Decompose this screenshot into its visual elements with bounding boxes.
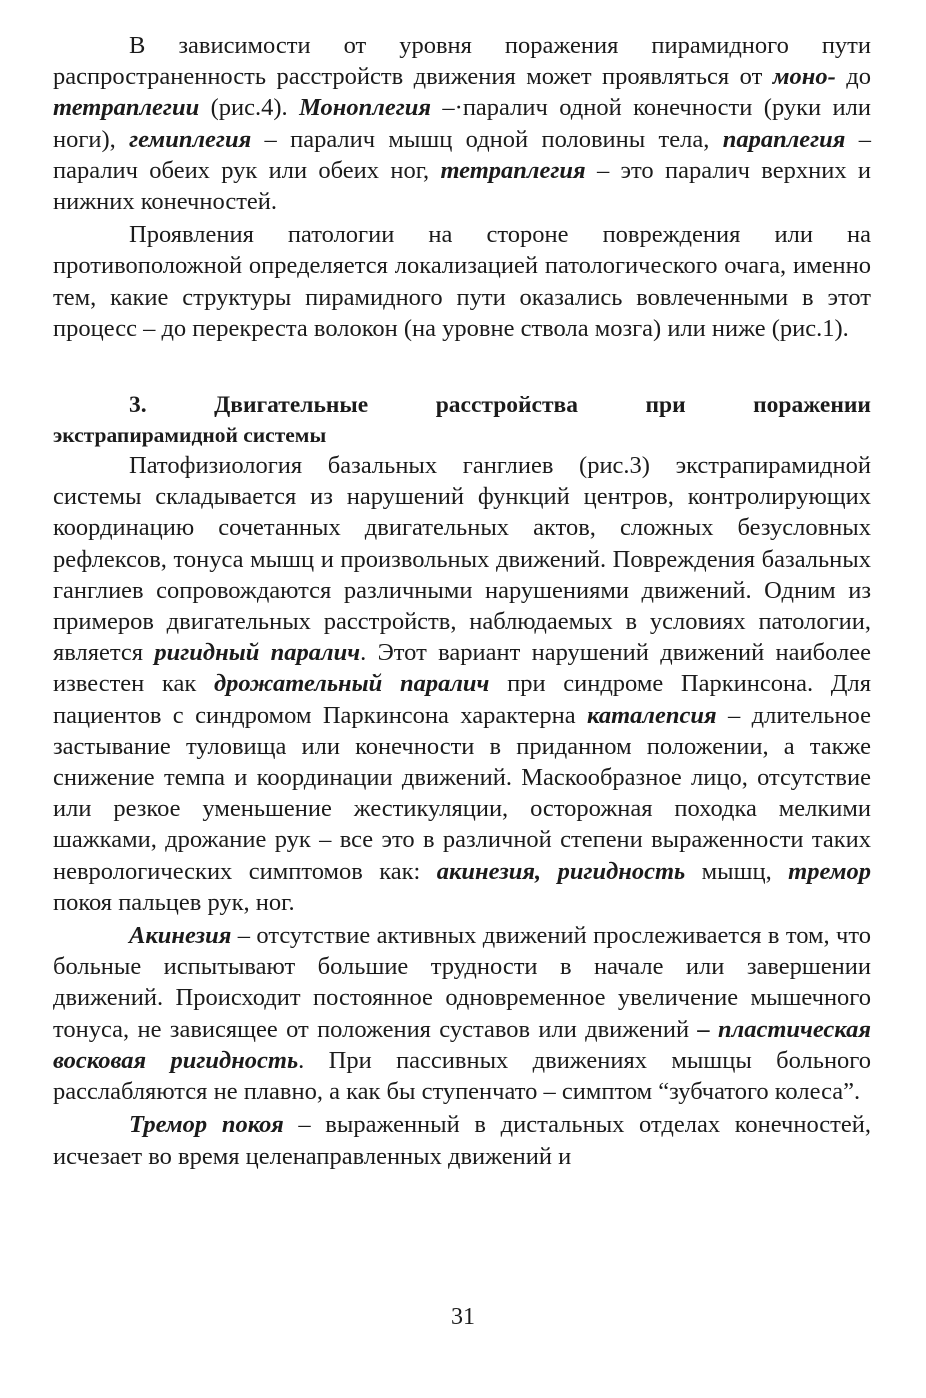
text-segment: –·паралич одной конечности (руки или ноги), xyxy=(53,94,871,153)
text-segment: Патофизиология базальных ганглиев (рис.3) экстрапирамидной системы складывается из нарушений функций центров, контролирующих координацию сочетанных двигательных актов, сложных безусловных рефлексов, тонуса мышц и произвольных движений. Повреждения базальных ганглиев сопровождаются различными нарушениями движений. Одним из примеров двигательных расстройств, наблюдаемых в условиях патологии, является xyxy=(53,452,871,667)
text-segment: . Этот вариант нарушений движений наиболее известен как xyxy=(53,639,871,698)
text-segment: до xyxy=(835,63,871,91)
term-monoplegia: Моноплегия xyxy=(299,94,431,122)
section-heading-line2: экстрапирамидной системы xyxy=(53,423,327,448)
section-heading-line1 xyxy=(53,390,871,420)
text-segment: , xyxy=(535,857,558,885)
text-segment: при синдроме Паркинсона. Для пациентов с синдромом Паркинсона характерна xyxy=(53,670,871,729)
heading-word: расстройства xyxy=(435,392,578,419)
term-hemiplegia: гемиплегия xyxy=(129,125,252,153)
text-segment: покоя пальцев рук, ног. xyxy=(53,888,295,916)
term-tetraplegia: тетраплегии xyxy=(53,94,200,122)
term-akinesia: Акинезия xyxy=(129,922,232,950)
term-rigidity: ригидность xyxy=(557,857,686,885)
text-segment: – это паралич верхних и нижних конечностей. xyxy=(53,156,871,216)
paragraph-basal-ganglia xyxy=(53,450,871,918)
text-segment: –паралич обеих рук или обеих ног, xyxy=(53,125,872,184)
section-number: 3. xyxy=(129,392,147,419)
term-tetraplegia: тетраплегия xyxy=(440,156,586,184)
term-rigid-paralysis: ригидный паралич xyxy=(154,639,361,667)
text-segment: (рис.4). xyxy=(199,94,300,122)
heading-word: поражении xyxy=(753,392,871,419)
text-segment: мышц, xyxy=(685,857,789,885)
term-tremor-paralysis: дрожательный паралич xyxy=(213,670,490,698)
paragraph-pyramidal-paralysis xyxy=(53,30,871,217)
term-tremor: тремор xyxy=(788,857,871,885)
section-heading xyxy=(53,390,871,450)
term-plastic-rigidity: – пластическая восковая ригидность xyxy=(53,1015,871,1074)
text-segment: В зависимости от уровня поражения пирамидного пути распространенность расстройств движения может проявляться от xyxy=(53,32,871,91)
text-segment: – отсутствие активных движений прослеживается в том, что больные испытывают большие трудности в начале или завершении движений. Происходит постоянное одновременное увеличение мышечного тонуса, не зависящее от положения суставов или движений xyxy=(53,922,871,1043)
term-catalepsy: каталепсия xyxy=(587,701,717,729)
paragraph-rest-tremor xyxy=(53,1109,871,1171)
heading-word: при xyxy=(645,392,686,419)
term-mono: моно- xyxy=(772,63,836,91)
heading-word: Двигательные xyxy=(214,392,369,419)
text-segment: – паралич мышц одной половины тела, xyxy=(251,125,723,153)
page-number: 31 xyxy=(451,1304,475,1330)
text-segment: – длительное застывание туловища или конечности в приданном положении, а также снижение темпа и координации движений. Маскообразное лицо, отсутствие или резкое уменьшение жестикуляции, осторожная походка мелкими шажками, дрожание рук – все это в различной степени выраженности таких неврологических симптомов как: xyxy=(53,701,871,885)
page-body xyxy=(53,30,871,1172)
term-rest-tremor: Тремор покоя xyxy=(129,1111,284,1139)
text-segment: – выраженный в дистальных отделах конечностей, исчезает во время целенаправленных движений и xyxy=(53,1111,871,1170)
text-segment: . При пассивных движениях мышцы больного расслабляются не плавно, а как бы ступенчато – симптом “зубчатого колеса”. xyxy=(53,1046,871,1106)
term-akinesia: акинезия xyxy=(436,857,536,885)
paragraph-lesion-side: Проявления патологии на стороне повреждения или на противоположной определяется локализацией патологического очага, именно тем, какие структуры пирамидного пути оказались вовлеченными в этот процесс – до перекреста волокон (на уровне ствола мозга) или ниже (рис.1). xyxy=(53,221,871,342)
paragraph-akinesia xyxy=(53,920,871,1107)
term-paraplegia: параплегия xyxy=(722,125,846,153)
